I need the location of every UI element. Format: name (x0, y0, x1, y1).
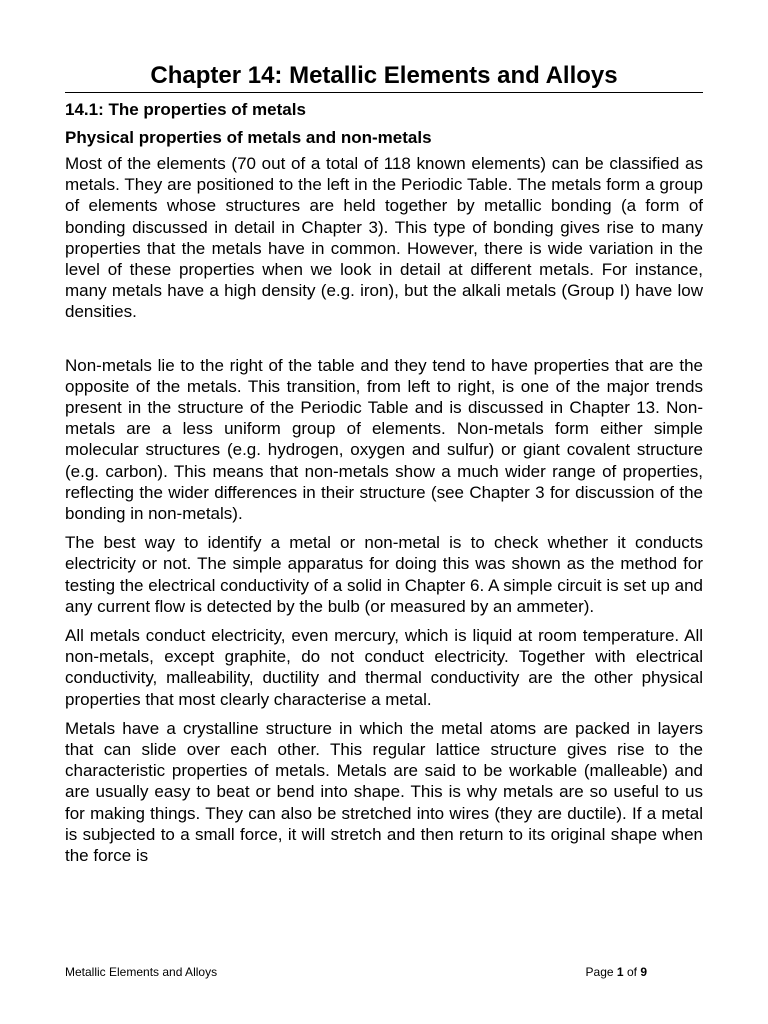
document-page (65, 62, 703, 874)
page-of: of (626, 965, 637, 979)
page-total: 9 (640, 965, 647, 979)
page-footer (65, 965, 647, 979)
paragraph: Metals have a crystalline structure in which the metal atoms are packed in layers that can slide over each other. This regular lattice structure gives rise to the characteristic properties of metals. Metals are said to be workable (malleable) and are usually easy to beat or bend into shape. This is why metals are so useful to us for making things. They can also be stretched into wires (they are ductile). If a metal is subjected to a small force, it will stretch and then return to its original shape when the force is (65, 718, 703, 866)
footer-title: Metallic Elements and Alloys (65, 965, 218, 979)
page-prefix: Page (585, 965, 614, 979)
title-rule (65, 92, 703, 93)
chapter-title: Chapter 14: Metallic Elements and Alloys (150, 62, 618, 89)
section-heading: 14.1: The properties of metals (65, 100, 306, 119)
page-number (586, 965, 647, 979)
paragraph: The best way to identify a metal or non-metal is to check whether it conducts electricity or not. The simple apparatus for doing this was shown as the method for testing the electrical conductivity of a solid in Chapter 6. A simple circuit is set up and any current flow is detected by the bulb (or measured by an ammeter). (65, 533, 703, 616)
paragraph: Most of the elements (70 out of a total of 118 known elements) can be classified as metals. They are positioned to the left in the Periodic Table. The metals form a group of elements whose structures are held together by metallic bonding (a form of bonding discussed in detail in Chapter 3). This type of bonding gives rise to many properties that the metals have in common. However, there is wide variation in the level of these properties when we look in detail at different metals. For instance, many metals have a high density (e.g. iron), but the alkali metals (Group I) have low densities. (65, 154, 703, 322)
paragraph: Non-metals lie to the right of the table and they tend to have properties that are the opposite of the metals. This transition, from left to right, is one of the major trends present in the structure of the Periodic Table and is discussed in Chapter 13. Non-metals are a less uniform group of elements. Non-metals form either simple molecular structures (e.g. hydrogen, oxygen and sulfur) or giant covalent structure (e.g. carbon). This means that non-metals show a much wider range of properties, reflecting the wider differences in their structure (see Chapter 3 for discussion of the bonding in non-metals). (65, 355, 703, 524)
page-current: 1 (616, 965, 624, 979)
paragraph: All metals conduct electricity, even mercury, which is liquid at room temperature. All non-metals, except graphite, do not conduct electricity. Together with electrical conductivity, malleability, ductility and thermal conductivity are the other physical properties that most clearly characterise a metal. (65, 626, 703, 709)
subheading: Physical properties of metals and non-metals (65, 128, 432, 147)
